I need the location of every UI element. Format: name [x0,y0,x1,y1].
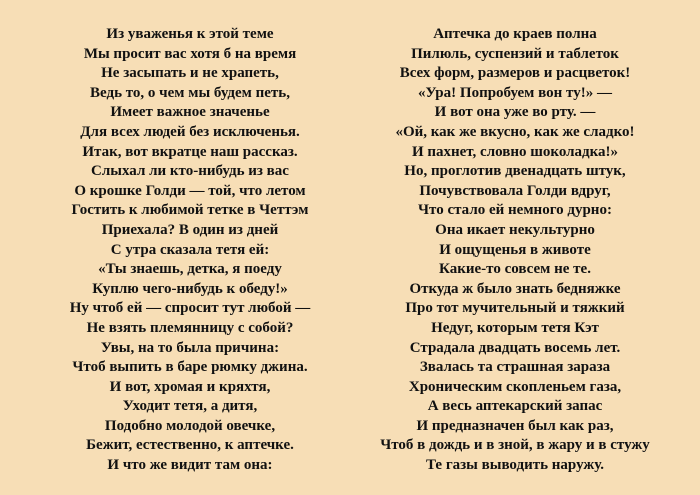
poem-line: Хроническим скопленьем газа, [408,378,622,395]
poem-line: Ведь то, о чем мы будем петь, [90,84,290,101]
poem-line: Что стало ей немного дурно: [418,202,612,219]
poem-line: Про тот мучительный и тяжкий [405,300,625,317]
poem-line: Для всех людей без исключенья. [80,123,300,140]
poem-line: Всех форм, размеров и расцветок! [399,65,631,82]
poem-line: Почувствовала Голди вдруг, [419,182,611,199]
poem-line: Она икает некультурно [435,221,595,238]
poem-line: И ощущенья в животе [439,241,591,258]
poem-line: С утра сказала тетя ей: [110,241,270,258]
poem-line: Пилюль, суспензий и таблеток [411,45,619,62]
poem-line: Аптечка до краев полна [433,26,597,42]
poem-line: И пахнет, словно шоколадка!» [411,143,619,160]
poem-line: Недуг, которым тетя Кэт [431,319,599,336]
poem-line: Какие-то совсем не те. [439,261,591,278]
poem-line: Подобно молодой овечке, [104,417,276,434]
poem-line: Чтоб в дождь и в зной, в жару и в стужу [380,437,650,454]
poem-line: И предназначен был как раз, [416,417,614,434]
poem-line: Увы, на то была причина: [100,339,280,356]
poem-line: Ну чтоб ей — спросит тут любой — [69,300,311,317]
poem-line: И что же видит там она: [107,457,273,474]
poem-line: Откуда ж было знать бедняжке [409,280,621,297]
poem-line: Чтоб выпить в баре рюмку джина. [72,359,308,376]
poem-line: О крошке Голди — той, что летом [74,182,306,199]
poem-line: Уходит тетя, а дитя, [122,398,258,415]
poem-line: Гостить к любимой тетке в Четтэм [71,202,309,219]
poem-line: Не засыпать и не храпеть, [101,65,279,82]
poem-line: Из уваженья к этой теме [106,26,274,42]
poem-line: И вот, хромая и кряхтя, [109,378,271,395]
poem-line: Те газы выводить наружу. [425,457,604,474]
poem-line: «Ура! Попробуем вон ту!» — [418,84,612,101]
poem-line: Куплю чего-нибудь к обеду!» [92,280,288,297]
poem-line: Мы просит вас хотя б на время [83,45,297,62]
poem-line: «Ты знаешь, детка, я поеду [98,261,282,278]
poem-line: Приехала? В один из дней [101,221,279,238]
poem-line: Не взять племянницу с собой? [86,319,294,336]
poem-right-column [355,25,675,476]
poem-line: Но, проглотив двенадцать штук, [404,163,626,180]
poem-line: Звалась та страшная зараза [419,359,611,376]
poem-line: Слыхал ли кто-нибудь из вас [91,163,289,180]
poem-line: «Ой, как же вкусно, как же сладко! [395,123,635,140]
poem-left-column [40,25,340,476]
poem-line: Итак, вот вкратце наш рассказ. [82,143,298,160]
poem-line: Имеет важное значенье [110,104,270,121]
poem-line: Бежит, естественно, к аптечке. [86,437,294,454]
poem-line: А весь аптекарский запас [427,398,603,415]
poem-line: Страдала двадцать восемь лет. [409,339,621,356]
poem-line: И вот она уже во рту. — [434,104,596,121]
